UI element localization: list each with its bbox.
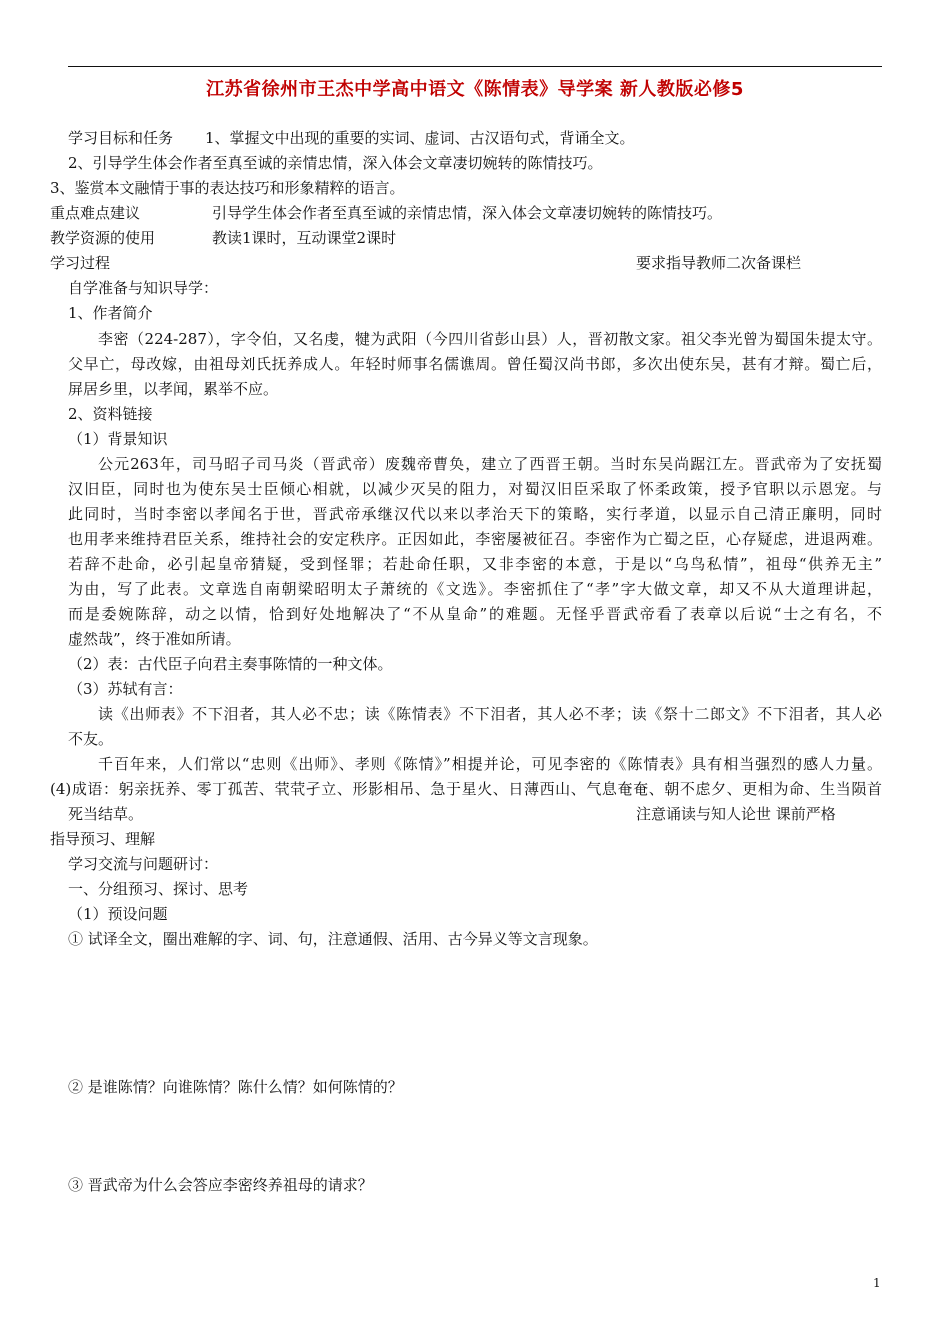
exchange-heading: 学习交流与问题研讨： [68,855,219,873]
idioms-line-1: (4)成语：躬亲抚养、零丁孤苦、茕茕孑立、形影相吊、急于星火、日薄西山、气息奄奄、朝不虑夕、更相为命、生当陨首 [50,780,882,798]
question-2: ② 是谁陈情？向谁陈情？陈什么情？如何陈情的？ [68,1078,403,1096]
teacher-notes-column-label: 要求指导教师二次备课栏 [636,254,802,272]
background-line-2: 汉旧臣，同时也为使东吴士臣倾心相就，以减少灭吴的阻力，对蜀汉旧臣采取了怀柔政策，授予官职以示恩宠。与 [68,480,882,498]
question-1: ① 试译全文，圈出难解的字、词、句，注意通假、活用、古今异义等文言现象。 [68,930,598,948]
background-line-7: 而是委婉陈辞，动之以情，恰到好处地解决了“不从皇命”的难题。无怪乎晋武帝看了表章以后说“士之有名，不 [68,605,882,623]
teacher-note: 注意诵读与知人论世 课前严格 [636,805,836,823]
page-number: 1 [873,1276,881,1290]
background-line-6: 为由，写了此表。文章选自南朝梁昭明太子萧统的《文选》。李密抓住了“孝”字大做文章，却又不从大道理讲起， [68,580,882,598]
page-title: 江苏省徐州市王杰中学高中语文《陈情表》导学案 新人教版必修5 [206,79,744,100]
self-study-heading: 自学准备与知识导学： [68,279,219,297]
header-rule [68,66,882,67]
sushi-comment: 千百年来，人们常以“忠则《出师》、孝则《陈情》”相提并论，可见李密的《陈情表》具有相当强烈的感人力量。 [98,755,882,773]
background-heading: （1）背景知识 [68,430,168,448]
question-3: ③ 晋武帝为什么会答应李密终养祖母的请求？ [68,1176,373,1194]
author-line-2: 父早亡，母改嫁，由祖母刘氏抚养成人。年轻时师事名儒谯周。曾任蜀汉尚书郎，多次出使东吴，甚有才辩。蜀亡后， [68,355,882,373]
background-line-5: 若辞不赴命，必引起皇帝猜疑，受到怪罪；若赴命任职，又非李密的本意，于是以“乌鸟私情”，祖母“供养无主” [68,555,882,573]
author-heading: 1、作者简介 [68,304,153,322]
keypoints-label: 重点难点建议 [50,204,141,222]
resources-label: 教学资源的使用 [50,229,156,247]
sushi-heading: （3）苏轼有言： [68,680,183,698]
biao-definition: （2）表：古代臣子向君主奏事陈情的一种文体。 [68,655,393,673]
objectives-label: 学习目标和任务 [68,129,174,147]
process-label: 学习过程 [50,254,111,272]
objective-3: 3、鉴赏本文融情于事的表达技巧和形象精粹的语言。 [50,179,405,197]
background-line-8: 虚然哉”，终于准如所请。 [68,630,241,648]
background-line-1: 公元263年，司马昭子司马炎（晋武帝）废魏帝曹奂，建立了西晋王朝。当时东吴尚踞江左。晋武帝为了安抚蜀 [98,455,882,473]
teacher-note-continued: 指导预习、理解 [50,830,156,848]
preset-questions-heading: （1）预设问题 [68,905,168,923]
author-line-1: 李密（224-287），字令伯，又名虔，犍为武阳（今四川省彭山县）人，晋初散文家。祖父李光曾为蜀国朱提太守。 [98,330,882,348]
resources-text: 教读1课时，互动课堂2课时 [212,229,397,247]
background-line-3: 此同时，当时李密以孝闻名于世，晋武帝承继汉代以来以孝治天下的策略，实行孝道，以显示自己清正廉明，同时 [68,505,882,523]
objective-1: 1、掌握文中出现的重要的实词、虚词、古汉语句式，背诵全文。 [205,129,635,147]
materials-heading: 2、资料链接 [68,405,153,423]
idioms-line-2: 死当结草。 [68,805,144,823]
background-line-4: 也用孝来维持君臣关系，维持社会的安定秩序。正因如此，李密屡被征召。李密作为亡蜀之臣，心存疑虑，进退两难。 [68,530,882,548]
keypoints-text: 引导学生体会作者至真至诚的亲情忠情，深入体会文章凄切婉转的陈情技巧。 [212,204,723,222]
sushi-quote-line-1: 读《出师表》不下泪者，其人必不忠；读《陈情表》不下泪者，其人必不孝；读《祭十二郎文》不下泪者，其人必 [98,705,882,723]
exchange-subheading: 一、分组预习、探讨、思考 [68,880,249,898]
objective-2: 2、引导学生体会作者至真至诚的亲情忠情，深入体会文章凄切婉转的陈情技巧。 [68,154,603,172]
sushi-quote-line-2: 不友。 [68,730,114,748]
author-line-3: 屏居乡里，以孝闻，累举不应。 [68,380,279,398]
